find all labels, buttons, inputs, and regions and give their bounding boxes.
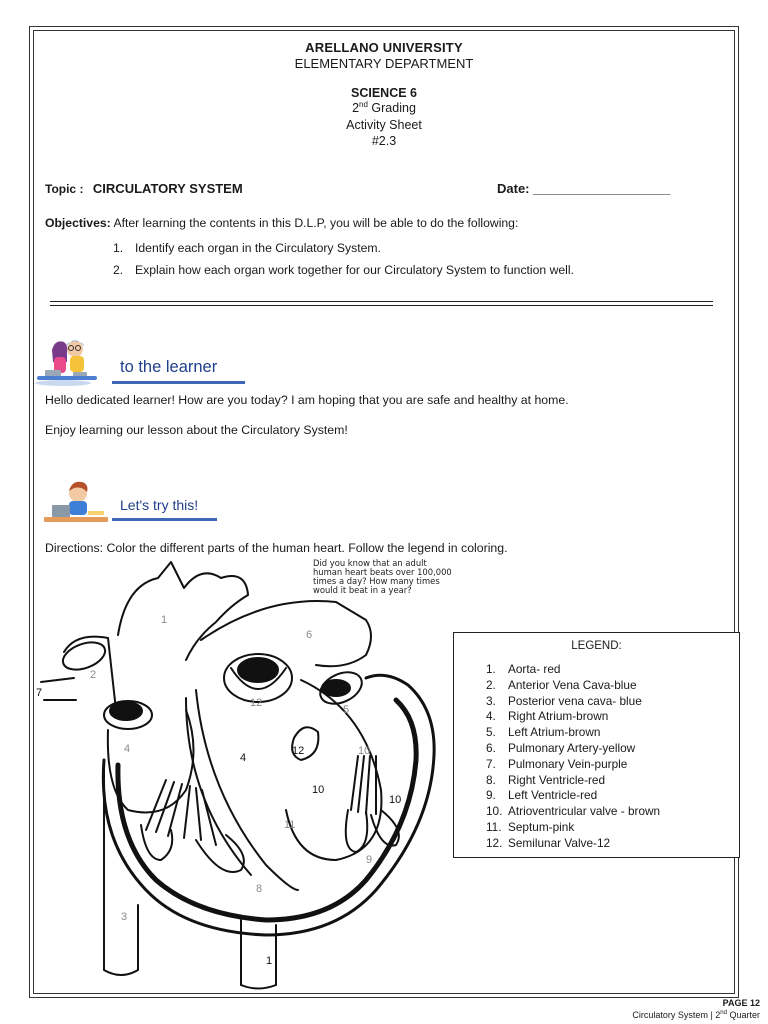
heart-diagram [36,560,456,990]
legend-item: 1. Aorta- red [486,662,561,676]
objectives-intro [45,216,518,230]
heart-label: 10 [358,745,371,757]
footer-course: Circulatory System | 2nd Quarter [632,1010,760,1020]
heart-label: 4 [124,743,131,755]
heart-label: 3 [121,911,128,923]
heart-label: 1 [266,955,273,967]
legend-list [486,662,660,852]
objectives-text: After learning the contents in this D.L.P, you will be able to do the following: [113,216,519,230]
legend-box [453,632,740,858]
subject-title: SCIENCE 6 [351,86,417,100]
heart-label: 10 [389,794,402,806]
objective-item: 1. Identify each organ in the Circulatory System. [113,241,381,255]
heart-label: 6 [306,629,313,641]
legend-item: 7. Pulmonary Vein-purple [486,756,628,771]
legend-item: 9. Left Ventricle-red [486,788,598,803]
heart-label: 8 [256,883,263,895]
department-name: ELEMENTARY DEPARTMENT [294,56,474,71]
sheet-title: Activity Sheet [346,118,422,132]
legend-item: 2. Anterior Vena Cava-blue [486,677,637,692]
legend-item: 11. Septum-pink [486,819,575,834]
university-name: ARELLANO UNIVERSITY [305,40,463,55]
heart-label: 7 [36,687,43,699]
legend-item: 5. Left Atrium-brown [486,725,601,740]
grading-ordinal: 2 [352,101,360,115]
grading-line [0,101,768,115]
legend-title: LEGEND: [571,640,622,652]
heart-label: 2 [90,669,97,681]
legend-item: 3. Posterior vena cava- blue [486,693,642,708]
heart-label: 12 [292,745,305,757]
trivia-callout: Did you know that an adult human heart beats over 100,000 times a day? How many times would it beat in a year? [313,558,452,595]
legend-item: 4. Right Atrium-brown [486,709,609,724]
learner-banner-title: to the learner [120,358,218,376]
student-laptop-icon [42,479,110,525]
heart-label: 12 [250,697,263,709]
legend-item: 8. Right Ventricle-red [486,772,606,787]
banner-underline [112,518,217,521]
divider-line [50,301,713,302]
directions-text: Directions: Color the different parts of the human heart. Follow the legend in coloring. [45,541,508,555]
enjoy-text: Enjoy learning our lesson about the Circulatory System! [45,423,348,437]
learners-illustration-icon [33,336,113,388]
heart-label: 11 [284,819,296,831]
legend-item: 12. Semilunar Valve-12 [486,835,611,850]
topic-value: CIRCULATORY SYSTEM [92,181,243,196]
heart-label: 4 [240,752,247,764]
heart-label: 1 [161,614,168,626]
divider-line [50,305,713,306]
objectives-label: Objectives: [45,216,111,230]
topic-row [45,181,243,196]
legend-item: 10. Atrioventricular valve - brown [486,804,661,819]
heart-label: 9 [366,854,373,866]
legend-item: 6. Pulmonary Artery-yellow [486,740,636,755]
heart-label: 10 [312,784,325,796]
grading-suffix: nd [359,99,368,109]
page-number: PAGE 12 [722,998,760,1008]
objective-item: 2. Explain how each organ work together for our Circulatory System to function well. [113,263,574,277]
sheet-number: #2.3 [371,134,397,148]
heart-label: 5 [343,704,350,716]
date-field[interactable]: Date: ___________________ [497,181,671,196]
greeting-text: Hello dedicated learner! How are you today? I am hoping that you are safe and healthy at home. [45,393,569,407]
grading-word: Grading [371,101,416,115]
topic-label: Topic : [45,182,84,196]
banner-underline [112,381,245,384]
try-banner-title: Let's try this! [120,497,199,513]
